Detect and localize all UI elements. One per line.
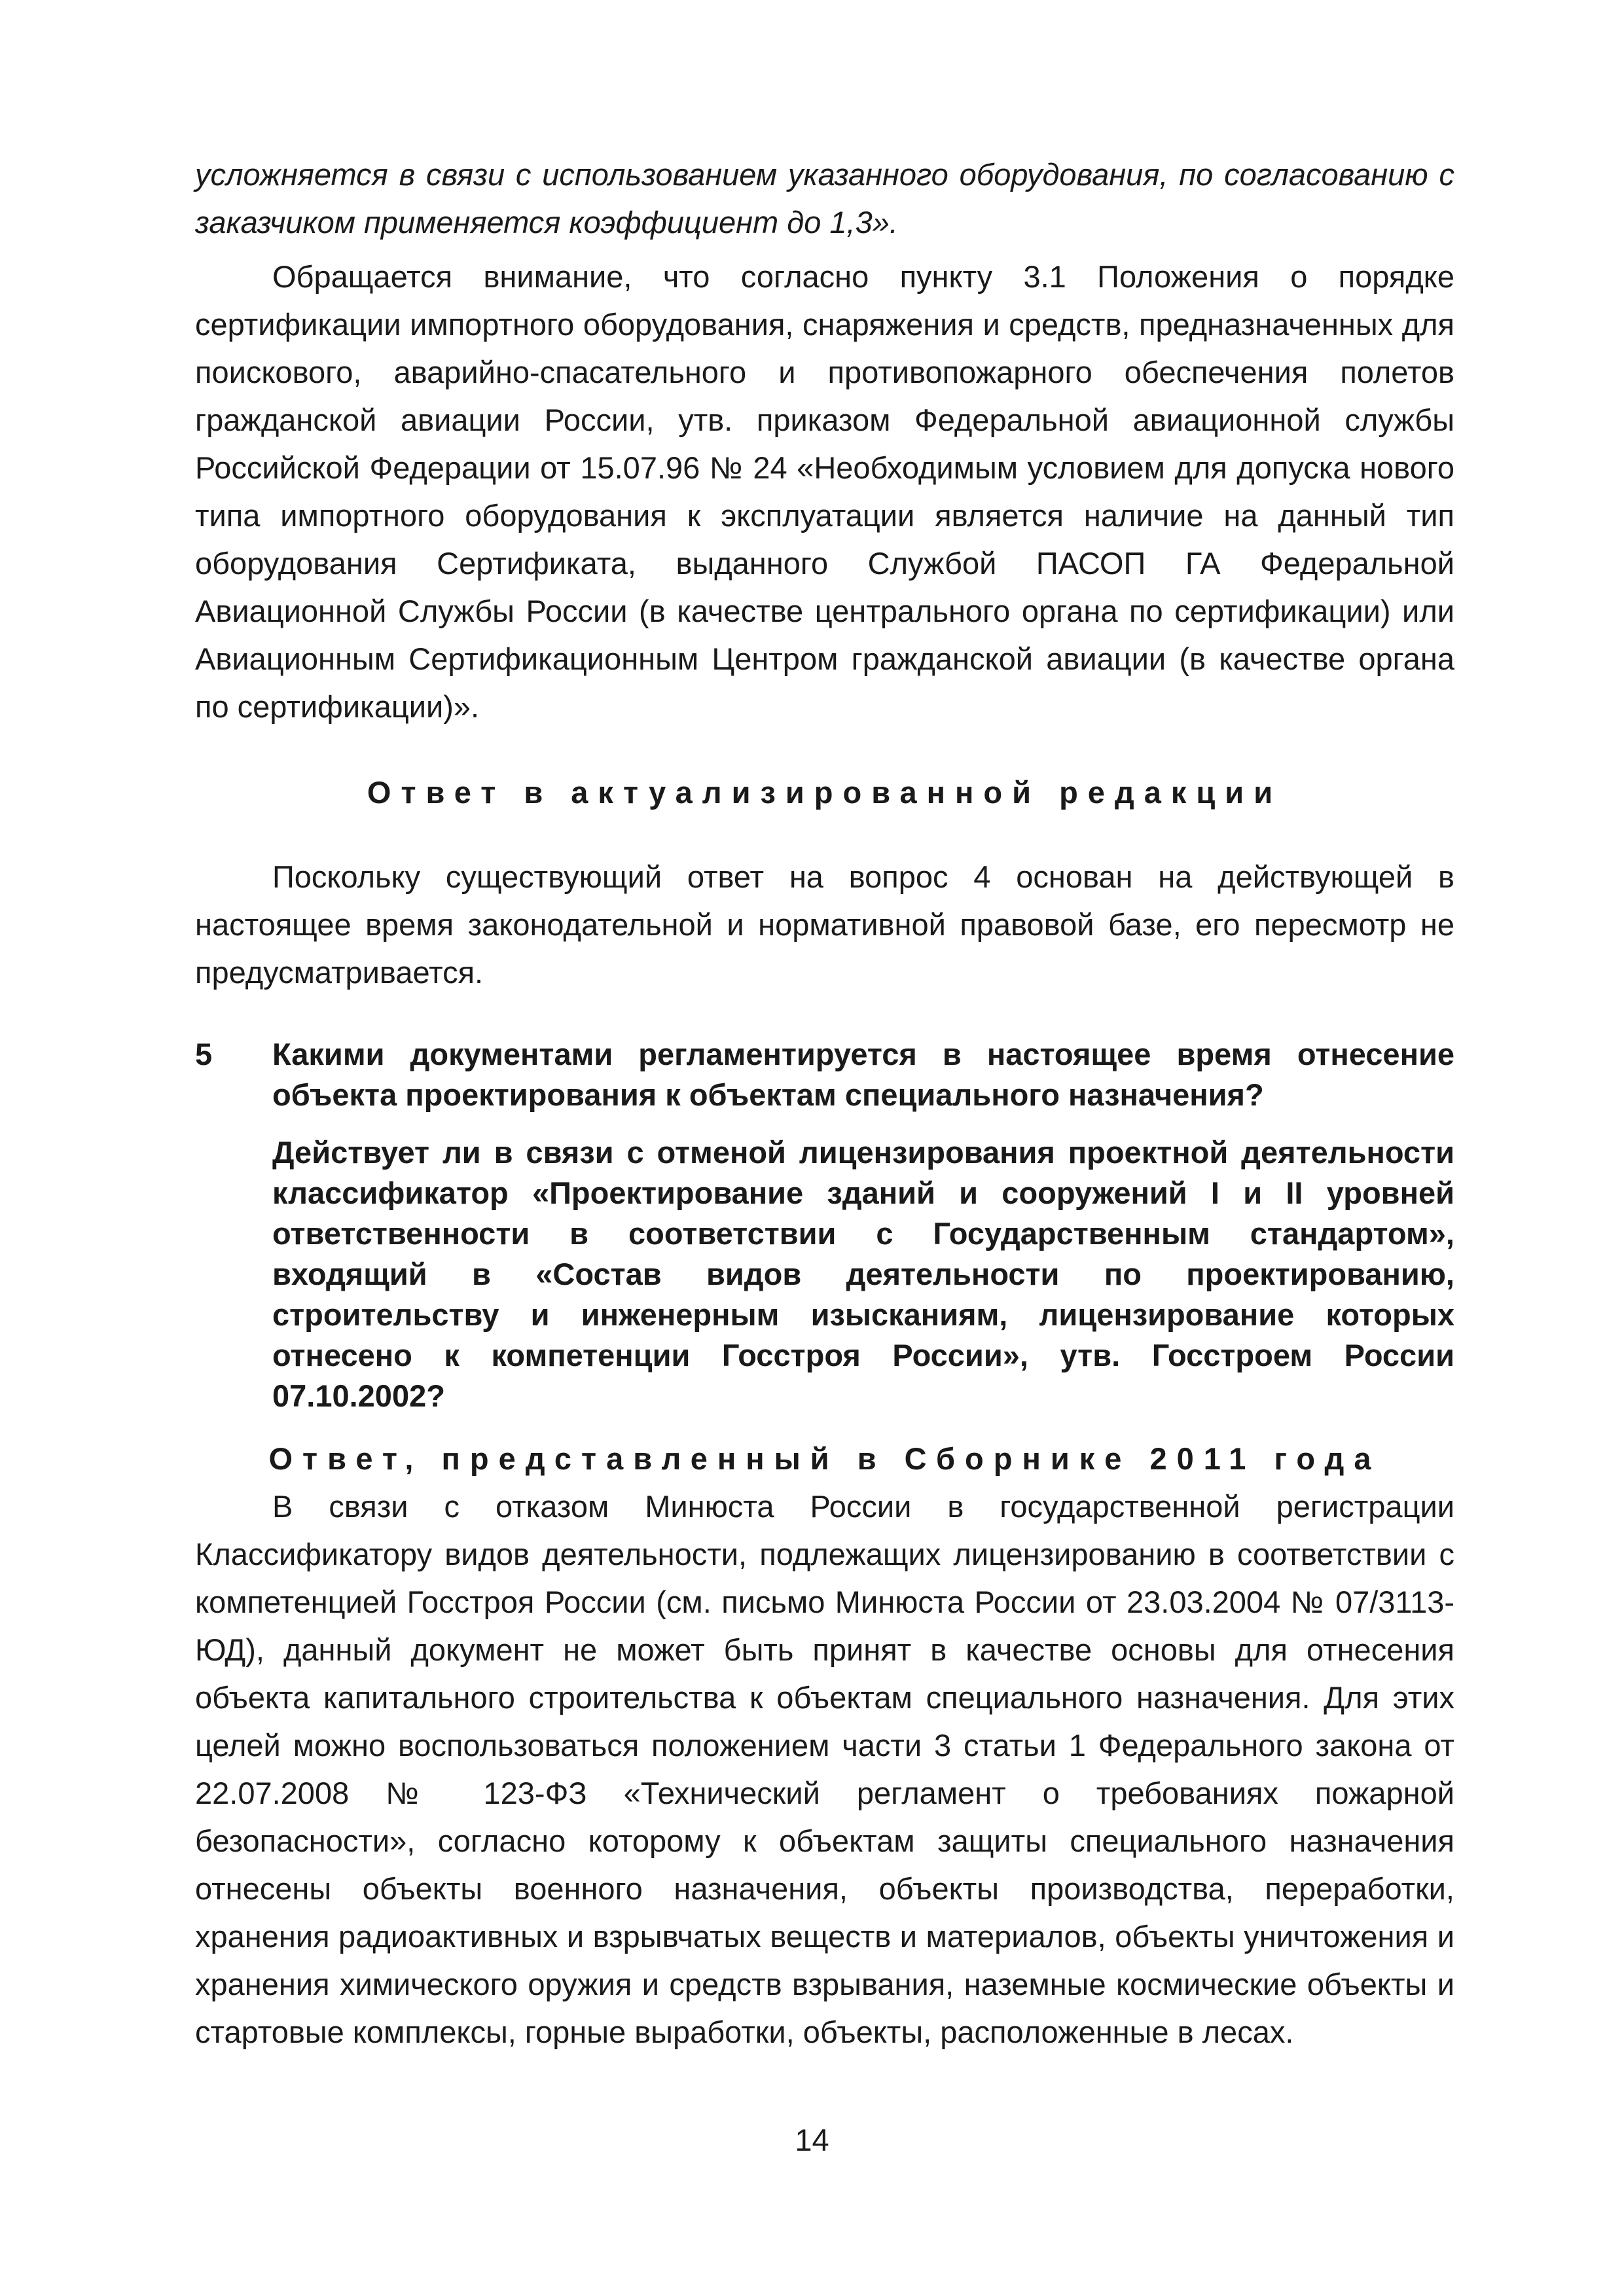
question-text-2: Действует ли в связи с отменой лицензирования проектной деятельности классификатор «Проектирование зданий и сооружений I и II уровней ответственности в соответствии с Государственным стандартом», входящий в «Состав видов деятельности по проектированию, строительству и инженерным изысканиям, лицензирование которых отнесено к компетенции Госстроя России», утв. Госстроем России 07.10.2002?: [272, 1135, 1454, 1413]
attention-paragraph: Обращается внимание, что согласно пункту 3.1 Положения о порядке сертификации импортного оборудования, снаряжения и средств, предназначенных для поискового, аварийно-спасательного и противопожарного обеспечения полетов гражданской авиации России, утв. приказом Федеральной авиационной службы Российской Федерации от 15.07.96 № 24 «Необходимым условием для допуска нового типа импортного оборудования к эксплуатации является наличие на данный тип оборудования Сертификата, выданного Службой ПАСОП ГА Федеральной Авиационной Службы России (в качестве центрального органа по сертификации) или Авиационным Сертификационным Центром гражданской авиации (в качестве органа по сертификации)».: [195, 259, 1454, 724]
question-body: [272, 1034, 1454, 1416]
question-text-1: Какими документами регламентируется в настоящее время отнесение объекта проектирования к объектам специального назначения?: [272, 1037, 1454, 1112]
document-page: [195, 151, 1454, 2056]
question-number: 5: [195, 1037, 213, 1071]
question-block: [195, 1034, 1454, 1416]
page-number: 14: [795, 2123, 829, 2157]
answer-2011-paragraph: В связи с отказом Минюста России в государственной регистрации Классификатору видов деятельности, подлежащих лицензированию в соответствии с компетенцией Госстроя России (см. письмо Минюста России от 23.03.2004 № 07/3113-ЮД), данный документ не может быть принят в качестве основы для отнесения объекта капитального строительства к объектам специального назначения. Для этих целей можно воспользоваться положением части 3 статьи 1 Федерального закона от 22.07.2008 № 123-ФЗ «Технический регламент о требованиях пожарной безопасности», согласно которому к объектам защиты специального назначения отнесены объекты военного назначения, объекты производства, переработки, хранения радиоактивных и взрывчатых веществ и материалов, объекты уничтожения и хранения химического оружия и средств взрывания, наземные космические объекты и стартовые комплексы, горные выработки, объекты, расположенные в лесах.: [195, 1489, 1454, 2049]
heading-actualized-answer: Ответ в актуализированной редакции: [367, 775, 1283, 810]
intro-italic-paragraph: усложняется в связи с использованием указанного оборудования, по согласованию с заказчиком применяется коэффициент до 1,3».: [195, 157, 1454, 240]
actualized-answer-paragraph: Поскольку существующий ответ на вопрос 4 основан на действующей в настоящее время законодательной и нормативной правовой базе, его пересмотр не предусматривается.: [195, 859, 1454, 990]
heading-2011-answer: Ответ, представленный в Сборнике 2011 года: [268, 1441, 1381, 1476]
